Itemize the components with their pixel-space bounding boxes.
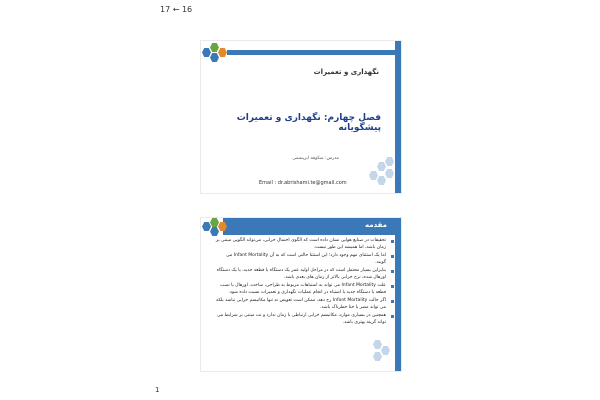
hexagon-blue-shape (210, 53, 219, 62)
hexagon-pale-shape (381, 346, 390, 355)
slide-title-text: فصل چهارم: نگهداری و تعمیرات پیشگویانه (236, 113, 381, 133)
hexagon-orange-shape (218, 48, 227, 57)
slide-top-stripe (227, 50, 401, 55)
bullet-item: اگر حالت Infant Mortality رخ دهد، ممکن است تعویض نه تنها مکانیسم خرابی نباشد بلکه می تواند مضر یا حتا خطرناک باشد. (215, 298, 395, 311)
hexagon-blue-shape (210, 227, 219, 236)
bullet-item: علت Infant Mortality می تواند به اشتباهات مربوط به طراحی، ساخت، اورهال یا نصب قطعه یا دستگاه جدید یا اشتباه در انجام عملیات نگهداری و تعمیرات نسبت داده شود. (215, 283, 395, 296)
slide-title (200, 40, 402, 194)
bullet-item: همچنین در بسیاری موارد، مکانیسم خرابی ارتباطی با زمان ندارد و نت مبتنی بر شرایط می تواند گزینه بهتری باشد. (215, 313, 395, 326)
slide-right-stripe (395, 41, 401, 193)
page-number-top: 17 ← 16 (160, 5, 193, 14)
section-heading: مقدمه (365, 221, 387, 229)
hexagon-pale-shape (369, 171, 378, 180)
page-number-bottom: 1 (155, 386, 160, 394)
hexagon-pale-shape (385, 157, 394, 166)
bullet-item: بنابراین بسیار محتمل است که در مراحل اولیه عمر یک دستگاه یا قطعه جدید، یا یک دستگاه اورهال شده، نرخ خرابی بالاتر از زمان های بعدی باشد. (215, 268, 395, 281)
hexagon-pale-shape (373, 340, 382, 349)
hexagon-blue-shape (202, 48, 211, 57)
hexagon-pale-shape (377, 162, 386, 171)
slide-introduction (200, 217, 402, 372)
hexagon-pale-shape (373, 352, 382, 361)
hexagon-pale-shape (377, 176, 386, 185)
hexagon-blue-shape (202, 222, 211, 231)
hexagon-green-shape (210, 218, 219, 227)
hexagon-pale-shape (385, 169, 394, 178)
bullet-list (215, 238, 395, 328)
email-address: Email : dr.abrishami.te@gmail.com (259, 180, 347, 186)
hexagon-green-shape (210, 43, 219, 52)
bullet-item: اما یک استثنای مهم وجود دارد؛ این استثنا حالتی است که به آن Infant Mortality می گویند. (215, 253, 395, 266)
teacher-name: مدرس: شکوفه ابریشمی (292, 156, 339, 161)
bullet-item: تحقیقات در صنایع هوایی نشان داده است که الگوی احتمال خرابی، می‌تواند الگویی مبتنی بر زمان باشد، اما همیشه این طور نیست. (215, 238, 395, 251)
slide-right-stripe (395, 218, 401, 371)
slide-subtitle: نگهداری و تعمیرات (313, 68, 379, 76)
